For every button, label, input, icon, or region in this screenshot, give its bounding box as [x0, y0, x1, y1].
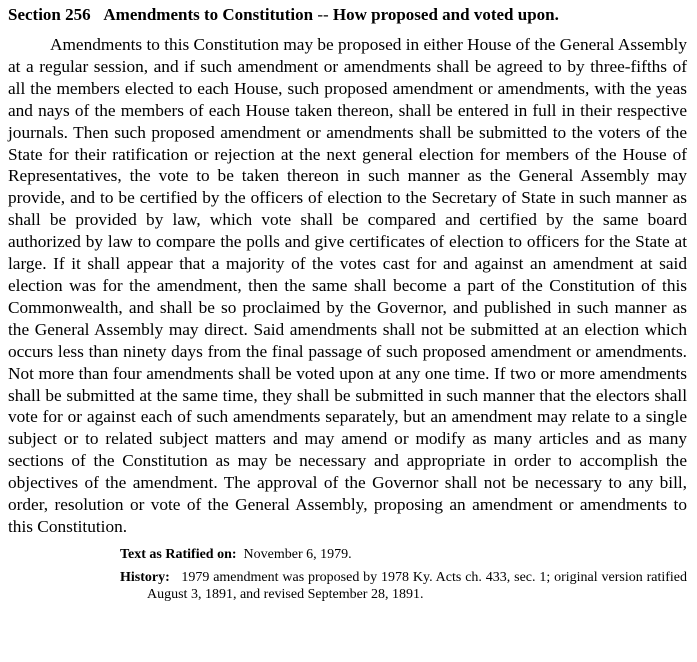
section-body: Amendments to this Constitution may be proposed in either House of the General Assembly at a regular session, and if such amendment or amendments shall be agreed to by three-fifths of all the members elected to each House, such proposed amendment or amendments, with the yeas and nays of the members of each House taken thereon, shall be entered in full in their respective journals. Then such proposed amendment or amendments shall be submitted to the voters of the State for their ratification or rejection at the next general election for members of the House of Representatives, the vote to be taken thereon in such manner as the General Assembly may provide, and to be certified by the officers of election to the Secretary of State in such manner as shall be provided by law, which vote shall be compared and certified by the same board authorized by law to compare the polls and give certificates of election to officers for the State at large. If it shall appear that a majority of the votes cast for and against an amendment at said election was for the amendment, then the same shall become a part of the Constitution of this Commonwealth, and shall be so proclaimed by the Governor, and published in such manner as the General Assembly may direct. Said amendments shall not be submitted at an election which occurs less than ninety days from the final passage of such proposed amendment or amendments. Not more than four amendments shall be voted upon at any one time. If two or more amendments shall be submitted at the same time, they shall be submitted in such manner that the electors shall vote for or against each of such amendments separately, but an amendment may relate to a single subject or to related subject matters and may amend or modify as many articles and as many sections of the Constitution as may be necessary and appropriate in order to accomplish the objectives of the amendment. The approval of the Governor shall not be necessary to any bill, order, resolution or vote of the General Assembly, proposing an amendment or amendments to this Constitution.	[8, 35, 687, 536]
section-heading	[8, 4, 687, 26]
section-title: Amendments to Constitution	[103, 5, 314, 24]
ratified-date: November 6, 1979.	[243, 546, 352, 562]
ratified-note	[120, 546, 687, 563]
heading-separator: --	[317, 5, 329, 24]
document-page	[8, 4, 687, 603]
section-subtitle: How proposed and voted upon.	[332, 5, 559, 24]
history-label: History:	[120, 569, 170, 585]
ratified-label: Text as Ratified on:	[120, 546, 237, 562]
history-text: 1979 amendment was proposed by 1978 Ky. Acts ch. 433, sec. 1; original version ratified August 3, 1891, and revised September 28, 1891.	[147, 569, 687, 602]
section-number: Section 256	[8, 5, 91, 24]
history-note	[120, 569, 687, 603]
